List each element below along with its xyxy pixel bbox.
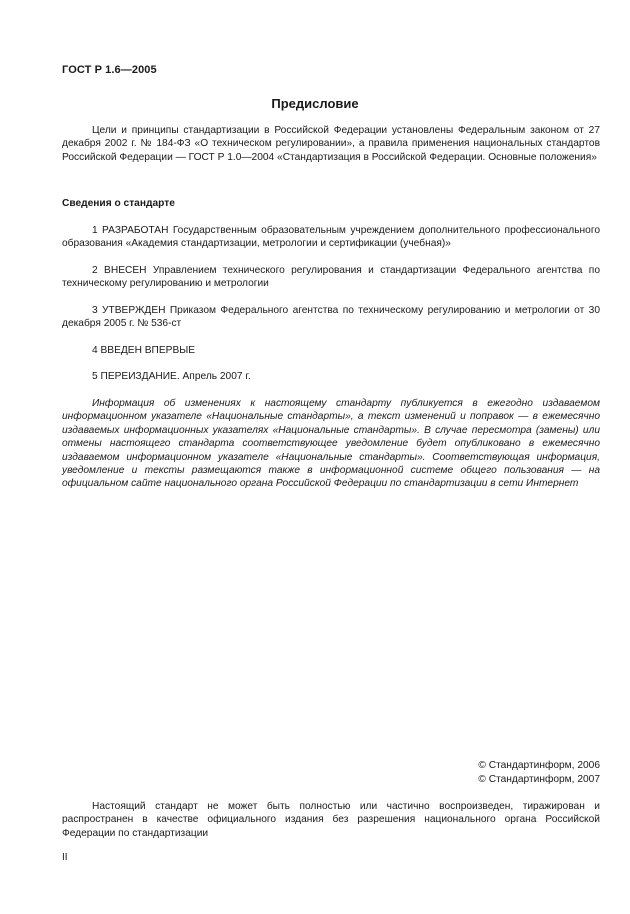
item-submitted: 2 ВНЕСЕН Управлением технического регулирования и стандартизации Федерального агентства по техническому регулированию и метрологии [62,265,600,290]
section-heading: Сведения о стандарте [62,198,175,209]
copyright-line-1: © Стандартинформ, 2006 [478,760,600,771]
info-notice-paragraph: Информация об изменениях к настоящему стандарту публикуется в ежегодно издаваемом информационном указателе «Национальные стандарты», а текст изменений и поправок — в ежемесячно издаваемых информационных указателях «Национальные стандарты». В случае пересмотра (замены) или отмены настоящего стандарта соответствующее уведомление будет опубликовано в ежемесячно издаваемом информационном указателе «Национальные стандарты». Соответствующая информация, уведомление и тексты размещаются также в информационной системе общего пользования — на официальном сайте национального органа Российской Федерации по стандартизации в сети Интернет [62,398,600,490]
item-reissue: 5 ПЕРЕИЗДАНИЕ. Апрель 2007 г. [92,371,251,382]
intro-paragraph: Цели и принципы стандартизации в Российской Федерации установлены Федеральным законом от 27 декабря 2002 г. № 184-ФЗ «О техническом регулировании», а правила применения национальных стандартов Российской Федерации — ГОСТ Р 1.0—2004 «Стандартизация в Российской Федерации. Основные положения» [62,125,600,163]
item-introduced: 4 ВВЕДЕН ВПЕРВЫЕ [92,345,196,356]
document-code-header: ГОСТ Р 1.6—2005 [62,64,157,76]
page-number: II [62,852,68,863]
copyright-line-2: © Стандартинформ, 2007 [478,774,600,785]
item-approved: 3 УТВЕРЖДЕН Приказом Федерального агентства по техническому регулированию и метрологии от 30 декабря 2005 г. № 536-ст [62,305,600,330]
legal-notice-paragraph: Настоящий стандарт не может быть полностью или частично воспроизведен, тиражирован и распространен в качестве официального издания без разрешения национального органа Российской Федерации по стандартизации [62,801,600,839]
item-developed: 1 РАЗРАБОТАН Государственным образовательным учреждением дополнительного профессионального образования «Академия стандартизации, метрологии и сертификации (учебная)» [62,225,600,250]
page-title: Предисловие [271,96,359,111]
